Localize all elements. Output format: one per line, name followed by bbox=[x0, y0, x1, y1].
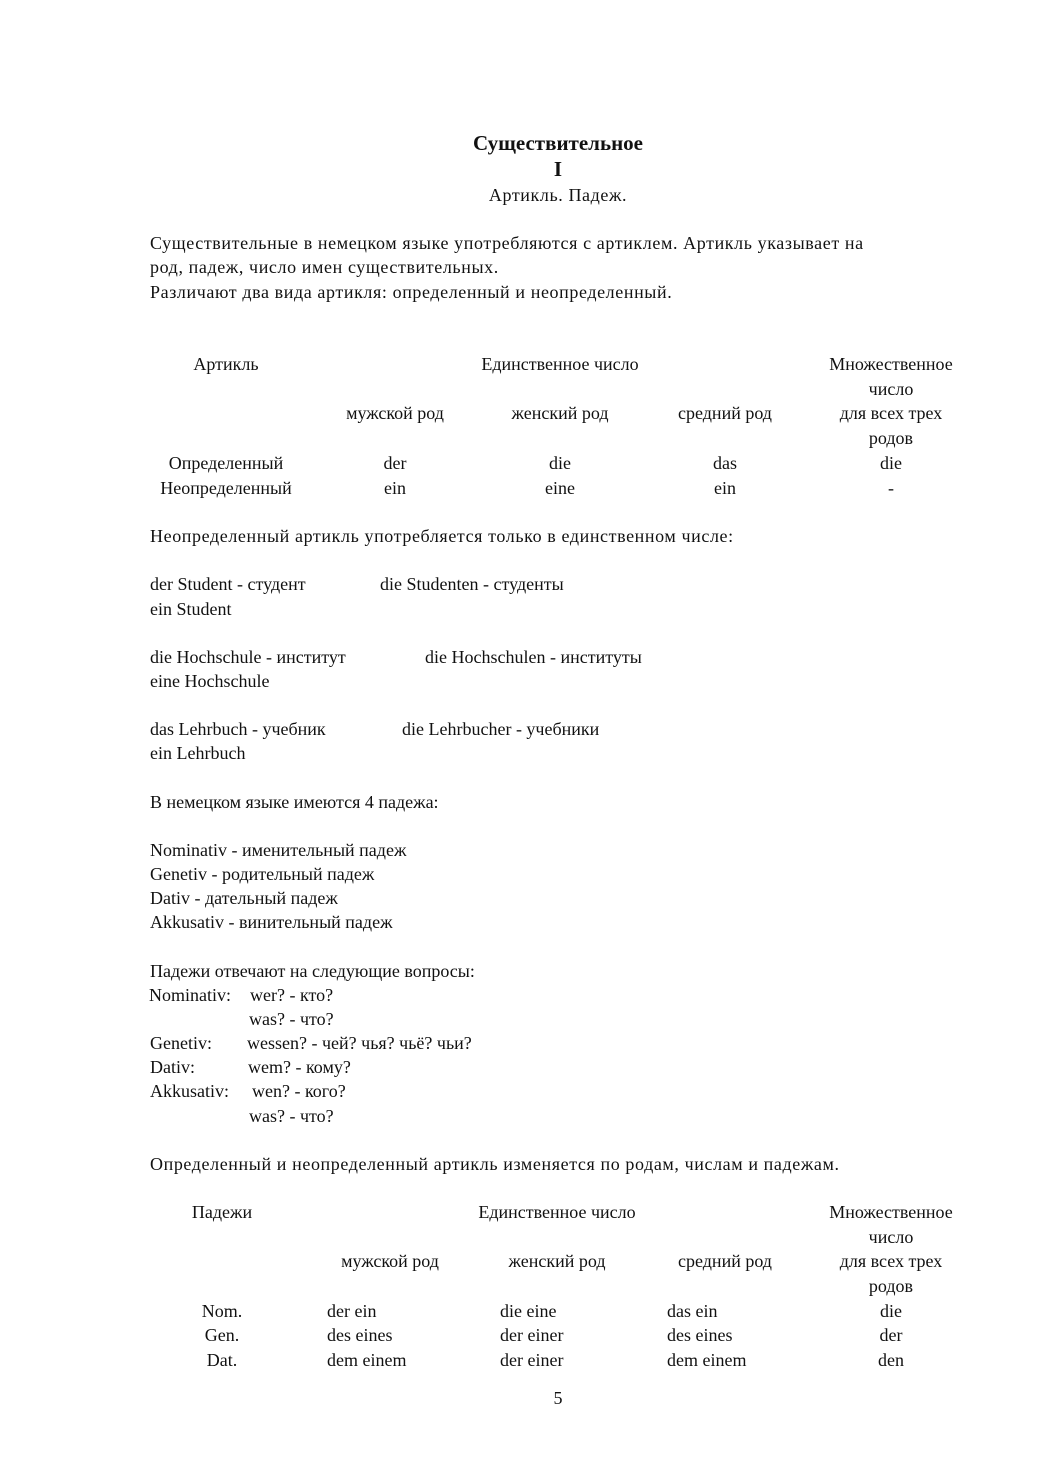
table1-col-singular: Единственное число bbox=[481, 354, 639, 374]
example-indefinite: ein Student bbox=[150, 599, 232, 619]
question-case: Akkusativ: bbox=[150, 1081, 229, 1101]
page-subtitle: Артикль. Падеж. bbox=[488, 185, 628, 205]
table1-row-label: Определенный bbox=[168, 453, 284, 473]
table1-col-masc: мужской род bbox=[346, 403, 444, 423]
question-case: Dativ: bbox=[150, 1057, 195, 1077]
example-singular: der Student - студент bbox=[150, 574, 306, 594]
table1-cell: das bbox=[713, 453, 737, 473]
table2-cell: der einer bbox=[500, 1325, 564, 1345]
cases-intro: В немецком языке имеются 4 падежа: bbox=[150, 792, 439, 812]
page-number: 5 bbox=[553, 1388, 563, 1408]
table1-cell: der bbox=[383, 453, 407, 473]
question-text: wem? - кому? bbox=[248, 1057, 351, 1077]
table2-cell: der einer bbox=[500, 1350, 564, 1370]
table2-row-case: Nom. bbox=[201, 1301, 243, 1321]
table2-row-case: Dat. bbox=[206, 1350, 238, 1370]
example-indefinite: ein Lehrbuch bbox=[150, 743, 246, 763]
question-text: wer? - кто? bbox=[250, 985, 334, 1005]
example-singular: die Hochschule - институт bbox=[150, 647, 346, 667]
question-case: Genetiv: bbox=[150, 1033, 212, 1053]
table2-cell: der ein bbox=[327, 1301, 377, 1321]
table1-col-plural-1: Множественное bbox=[829, 354, 953, 374]
table2-col-plural-4: родов bbox=[868, 1276, 914, 1296]
table2-col-plural-3: для всех трех bbox=[839, 1251, 943, 1271]
table1-cell: die bbox=[549, 453, 571, 473]
question-text: wessen? - чей? чья? чьё? чьи? bbox=[247, 1033, 472, 1053]
example-plural: die Hochschulen - институты bbox=[425, 647, 642, 667]
table2-col-plural-2: число bbox=[868, 1227, 914, 1247]
table2-cell: dem einem bbox=[327, 1350, 407, 1370]
indefinite-note: Неопределенный артикль употребляется только в единственном числе: bbox=[150, 526, 734, 546]
table1-cell: eine bbox=[545, 478, 575, 498]
table1-cell: - bbox=[888, 478, 894, 498]
question-text: was? - что? bbox=[249, 1009, 334, 1029]
table1-row-label: Неопределенный bbox=[160, 478, 292, 498]
case-line: Genetiv - родительный падеж bbox=[150, 864, 375, 884]
case-line: Akkusativ - винительный падеж bbox=[150, 912, 393, 932]
table1-col-neut: средний род bbox=[678, 403, 772, 423]
question-text: was? - что? bbox=[249, 1106, 334, 1126]
declension-note: Определенный и неопределенный артикль изменяется по родам, числам и падежам. bbox=[150, 1154, 840, 1174]
table1-col-fem: женский род bbox=[511, 403, 609, 423]
case-line: Nominativ - именительный падеж bbox=[150, 840, 407, 860]
table2-col-plural-1: Множественное bbox=[829, 1202, 953, 1222]
table2-cell: des eines bbox=[327, 1325, 393, 1345]
example-plural: die Studenten - студенты bbox=[380, 574, 564, 594]
table2-cell: die bbox=[880, 1301, 902, 1321]
example-indefinite: eine Hochschule bbox=[150, 671, 270, 691]
table2-cell: den bbox=[878, 1350, 904, 1370]
page-title: Существительное bbox=[473, 131, 643, 155]
table2-cell: des eines bbox=[667, 1325, 733, 1345]
table1-cell: ein bbox=[384, 478, 406, 498]
questions-intro: Падежи отвечают на следующие вопросы: bbox=[150, 961, 475, 981]
table1-col-plural-3: для всех трех bbox=[839, 403, 943, 423]
table2-col-cases: Падежи bbox=[191, 1202, 253, 1222]
table2-cell: der bbox=[879, 1325, 903, 1345]
table2-col-neut: средний род bbox=[678, 1251, 772, 1271]
table1-cell: ein bbox=[714, 478, 736, 498]
table2-cell: dem einem bbox=[667, 1350, 747, 1370]
intro-line-2: род, падеж, число имен существительных. bbox=[150, 257, 499, 277]
table2-col-masc: мужской род bbox=[341, 1251, 439, 1271]
table2-row-case: Gen. bbox=[204, 1325, 240, 1345]
case-line: Dativ - дательный падеж bbox=[150, 888, 338, 908]
table2-cell: das ein bbox=[667, 1301, 718, 1321]
table1-col-plural-4: родов bbox=[868, 428, 914, 448]
example-plural: die Lehrbucher - учебники bbox=[402, 719, 600, 739]
intro-line-3: Различают два вида артикля: определенный и неопределенный. bbox=[150, 282, 673, 302]
table2-cell: die eine bbox=[500, 1301, 557, 1321]
question-text: wen? - кого? bbox=[252, 1081, 346, 1101]
table1-cell: die bbox=[880, 453, 902, 473]
question-case: Nominativ: bbox=[149, 985, 231, 1005]
example-singular: das Lehrbuch - учебник bbox=[150, 719, 326, 739]
section-number: I bbox=[553, 157, 563, 181]
table2-col-fem: женский род bbox=[508, 1251, 606, 1271]
table2-col-singular: Единственное число bbox=[478, 1202, 636, 1222]
table1-col-article: Артикль bbox=[193, 354, 259, 374]
table1-col-plural-2: число bbox=[868, 379, 914, 399]
intro-line-1: Существительные в немецком языке употребляются с артиклем. Артикль указывает на bbox=[150, 233, 864, 253]
